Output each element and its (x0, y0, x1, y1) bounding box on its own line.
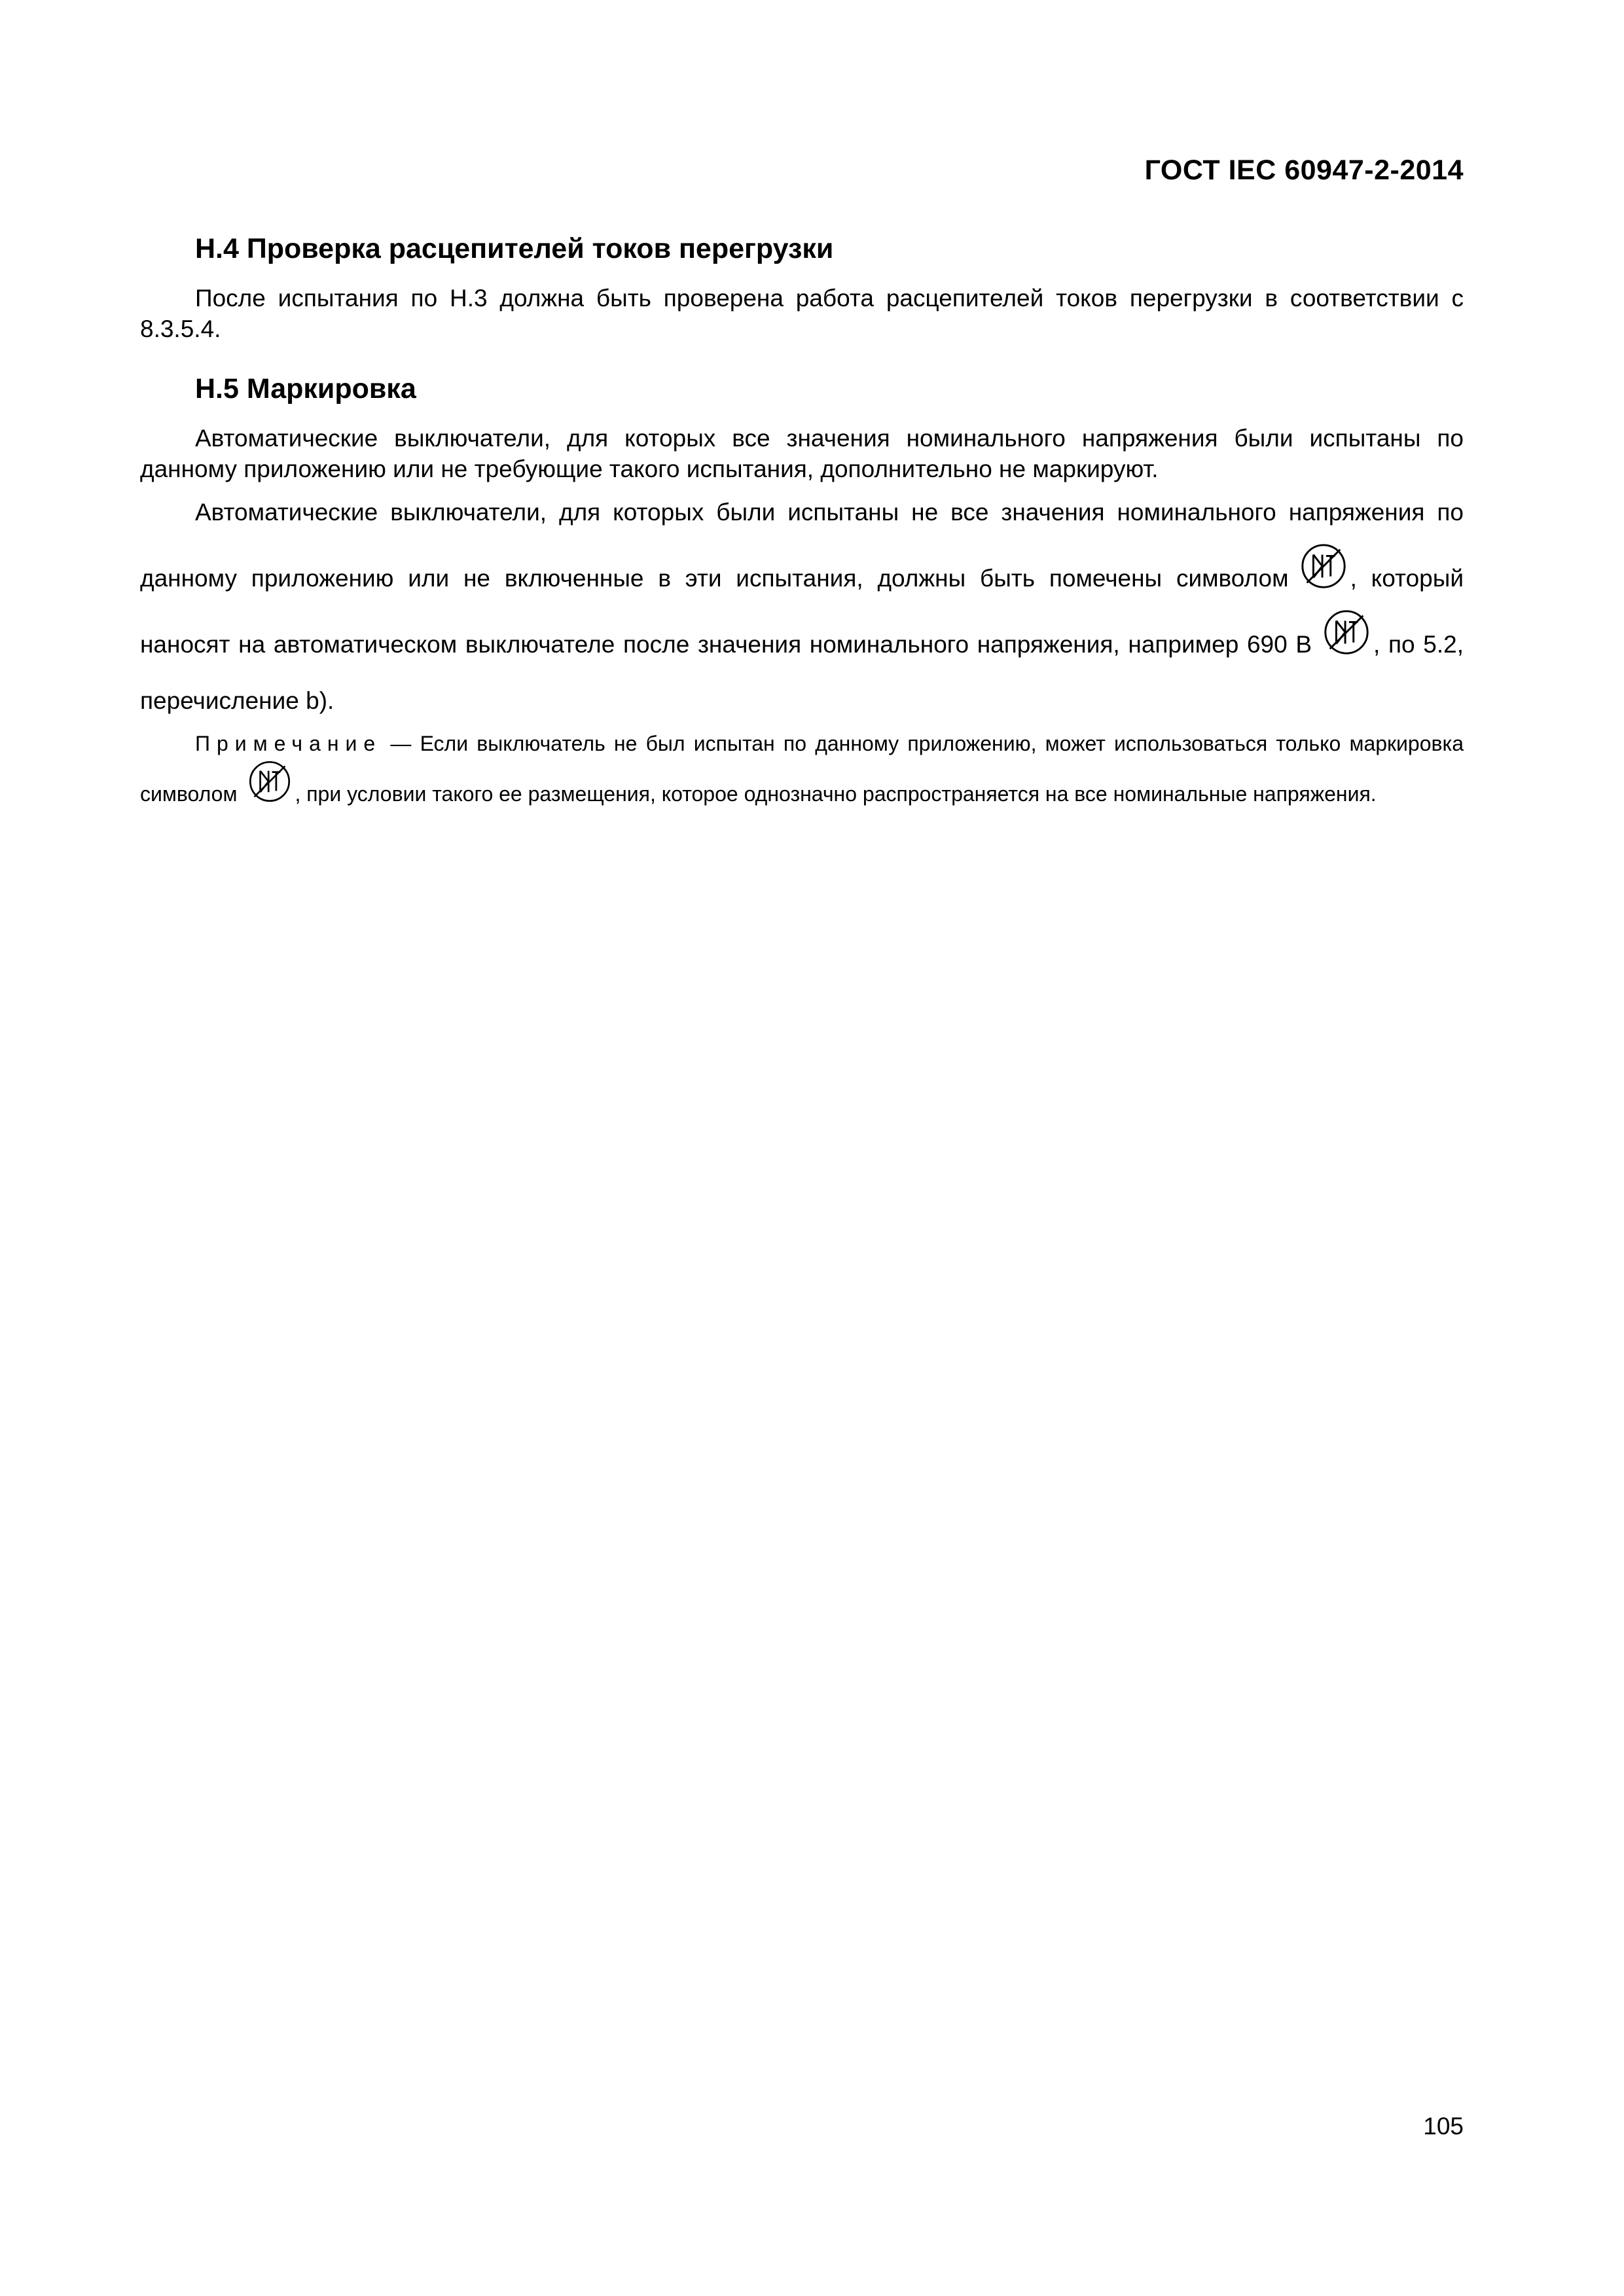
not-tested-voltage-symbol-icon (1298, 541, 1349, 592)
note-label: Примечание (195, 732, 382, 755)
page-content (140, 229, 1464, 808)
section-h4-heading: H.4 Проверка расцепителей токов перегрузки (195, 233, 834, 264)
paragraph-2-text-a: Автоматические выключатели, для которых были испытаны не все значения номинального напряжения по данному приложению или не включенные в эти испытания, должны быть помечены символом (140, 499, 1464, 592)
section-h5-heading: H.5 Маркировка (195, 373, 416, 404)
note-text-a: — Если выключатель не был испытан по данному приложению, может использоваться только маркировка символом (140, 732, 1464, 806)
standard-code: ГОСТ IEC 60947-2-2014 (1144, 154, 1464, 186)
section-h5-paragraph-1: Автоматические выключатели, для которых все значения номинального напряжения были испытаны по данному приложению или не требующие такого испытания, дополнительно не маркируют. (140, 425, 1464, 482)
paragraph-2-text-b: , который наносят на автоматическом выключателе после значения номинального напряжения, например 690 В (140, 565, 1464, 658)
not-tested-voltage-symbol-icon (246, 758, 293, 805)
page-number: 105 (1423, 2113, 1464, 2140)
section-h4-paragraph: После испытания по H.3 должна быть проверена работа расцепителей токов перегрузки в соответствии с 8.3.5.4. (140, 285, 1464, 342)
paragraph-2-text-c: , по 5.2, перечисление b). (140, 631, 1464, 714)
section-h5-paragraph-2 (140, 484, 1464, 729)
note-text-b: , при условии такого ее размещения, которое однозначно распространяется на все номинальные напряжения. (295, 782, 1377, 806)
not-tested-voltage-symbol-icon (1321, 607, 1372, 658)
note-paragraph (140, 729, 1464, 808)
